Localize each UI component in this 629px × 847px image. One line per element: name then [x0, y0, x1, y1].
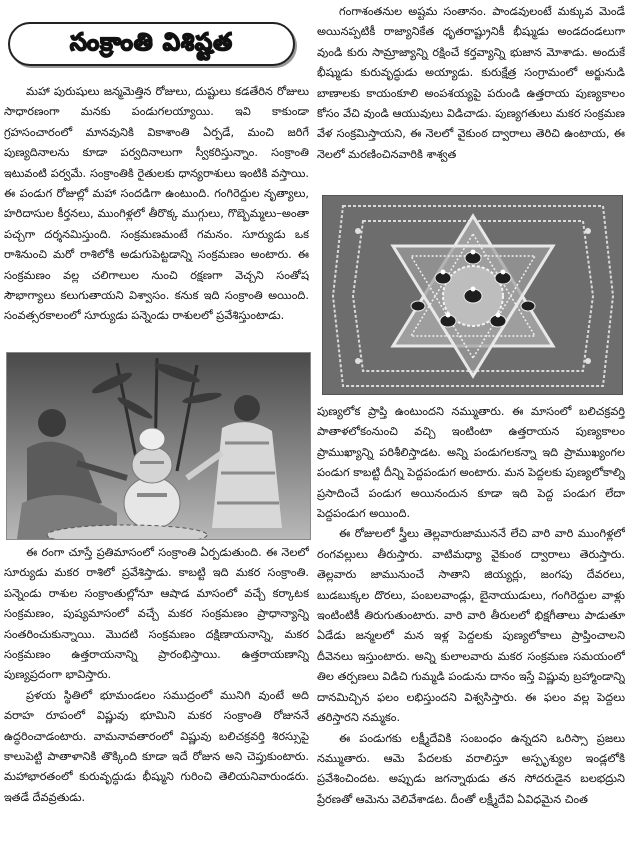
left-column-top — [4, 82, 309, 350]
paragraph: గంగాశంతనుల అష్టమ సంతానం. పాండవులంటే మక్కువ మెండే అయినప్పటికీ రాజ్యానికేత ధృతరాష్ట్రునికీ భీష్ముడు అండదండలుగా వుండి కురు సామ్రాజ్యాన్ని రక్షించే కర్తవ్యాన్ని భుజాన మోశాడు. అందుకే భీష్ముడు కురువృద్ధుడు అయ్యాడు. కురుక్షేత్ర సంగ్రామంలో అర్జునుడి బాణాలకు కాయంకూలి అంపశయ్యపై పరుండి ఉత్తరాయ పుణ్యకాలం కోసం వేచి వుండి ఆయువులు విడిచాడు. పుణ్యగతులు మకర సంక్రమణ వేళ సంక్రమిస్తాయని, ఈ నెలలో వైకుంఠ ద్వారాలు తెరిచి ఉంటాయ, ఈ నెలలో మరణించినవారికి శాశ్వత — [317, 5, 625, 161]
paragraph: పుణ్యలోక ప్రాప్తి ఉంటుందని నమ్ముతారు. ఈ మాసంలో బలిచక్రవర్తి పాతాళలోకంనుంచి వచ్చి ఇంటింటా ఉత్తరాయన పుణ్యకాలం ప్రాముఖ్యాన్ని పరిశీలిస్తాడట. అన్ని పండుగలకన్నా ఇది ప్రాముఖ్యంగల పండుగ కాబట్టి దీన్ని పెద్దపండుగ అంటారు. మన పెద్దలకు పుణ్యలోకాల్ని ప్రసాదించే పండుగ అయినందున కూడా ఇది పెద్ద పండుగ లేదా పెద్దపండుగ అయింది. — [317, 405, 625, 521]
article-title-box — [8, 22, 295, 66]
right-column-bottom — [317, 402, 625, 843]
article-title: సంక్రాంతి విశిష్టత — [70, 26, 233, 56]
photo-rangoli-with-lamps — [322, 195, 623, 395]
paragraph: మహా పురుషులు జన్మమెత్తిన రోజులు, దుష్టులు కడతేరిన రోజులు సాధారణంగా మనకు పండుగలయ్యాయి. ఇవి కాకుండా గ్రహసంచారంలో మానవునికి వికాశాంతి ఏర్పడే, మంచి జరిగే పుణ్యదినాలను కూడా పర్వదినాలుగా స్వీకరిస్తున్నాం. సంక్రాంతి ఇటువంటి పర్వమే. సంక్రాంతికి రైతులకు ధాన్యరాశులు ఇంటికి వస్తాయి. ఈ పండుగ రోజుల్లో మహా సందడిగా ఉంటుంది. గంగిరెద్దుల నృత్యాలు, హరిదాసుల కీర్తనలు, ముంగిళ్లలో తీరొక్క ముగ్గులు, గొబ్బెమ్మలు–అంతా పచ్చగా దర్శనమిస్తుంది. సంక్రమణమంటే గమనం. సూర్యుడు ఒక రాశినుంచి మరో రాశిలోకి అడుగుపెట్టడాన్ని సంక్రమణం అంటారు. ఈ సంక్రమణం వల్ల చలిగాలుల నుంచి రక్షణగా వెచ్చని సంతోష సౌభాగ్యాలు కలుగుతాయని విశ్వాసం. కనుక ఇది సంక్రాంతి అయింది. సంవత్సరకాలంలో సూర్యుడు పన్నెండు రాశులలో ప్రవేశిస్తుంటాడు. — [4, 85, 309, 323]
photo-women-with-pots — [6, 352, 311, 540]
paragraph: ఈ రంగా చూస్తే ప్రతిమాసంలో సంక్రాంతి ఏర్పడుతుంది. ఈ నెలలో సూర్యుడు మకర రాశిలో ప్రవేశిస్తాడు. కాబట్టి ఇది మకర సంక్రాంతి. పన్నెండు రాశుల సంక్రాంతుల్లోనూ ఆషాడ మాసంలో వచ్చే కర్కాటక సంక్రమణం, పుష్యమాసంలో వచ్చే మకర సంక్రమణం ప్రాధాన్యాన్ని సంతరించుకున్నాయి. మొదటి సంక్రమణం దక్షిణాయనాన్ని, మకర సంక్రమణం ఉత్తరాయనాన్ని ప్రారంభిస్తాయి. ఉత్తరాయణాన్ని పుణ్యప్రదంగా భావిస్తారు. — [4, 546, 309, 682]
paragraph: ఈ రోజులలో స్త్రీలు తెల్లవారుజాముననే లేచి వారి వారి ముంగిళ్లలో రంగవల్లులు తీరుస్తారు. వాటిమధ్యా వైకుంఠ ద్వారాలు తెరుస్తారు. తెల్లవారు జామునుంచే సాతాని జియ్యర్లు, జంగపు దేవరలు, బుడబుక్కల దొరలు, పంబలవాండ్లు, బైనాయుడులు, గంగిరెద్దుల వాళ్లు ఇంటింటికీ తిరుగుతుంటారు. వారి వారి తీరులలో భిక్షగీతాలు పాడుతూ ఏడేడు జన్మలలో మన ఇళ్ల పెద్దలకు పుణ్యలోకాలు ప్రాప్తించాలని దీవెనలు ఇస్తుంటారు. అన్ని కులాలవారు మకర సంక్రమణ సమయంలో తిల తర్పణలు విడిచి గుమ్మడి పండును దానం ఇస్తే విష్ణువు బ్రహ్మాండాన్ని దానమిచ్చిన ఫలం లభిస్తుందని విశ్వసిస్తారు. ఈ ఫలం వల్ల పెద్దలు తరిస్తారని నమ్మకం. — [317, 527, 625, 725]
right-column-top — [317, 2, 625, 186]
left-column-bottom — [4, 543, 309, 843]
paragraph: ఈ పండుగకు లక్ష్మీదేవికి సంబంధం ఉన్నదని ఒరిస్సా ప్రజలు నమ్ముతారు. ఆమె పేదలకు వరాలిస్తూ అస్పృశ్యుల ఇండ్లలోకి ప్రవేశించిందట. అప్పుడు జగన్నాథుడు తన సోదరుడైన బలభద్రుని ప్రేరణతో ఆమెను వెలివేశాడట. దీంతో లక్ష్మీదేవి ఏవిధమైన చింత — [317, 731, 625, 806]
paragraph: ప్రళయ స్థితిలో భూమండలం సముద్రంలో మునిగి వుంటే అది వరాహ రూపంలో విష్ణువు భూమిని మకర సంక్రాంతి రోజుననే ఉద్ధరించాడంటారు. వామనావతారంలో విష్ణువు బలిచక్రవర్తి శిరస్సుపై కాలుపెట్టి పాతాళానికి తొక్కింది కూడా ఇదే రోజున అని చెప్తుకుంటారు. మహాభారతంలో కురువృద్ధుడు భీష్ముని గురించి తెలియనివారుండరు. ఇతడే దేవవ్రతుడు. — [4, 688, 309, 804]
